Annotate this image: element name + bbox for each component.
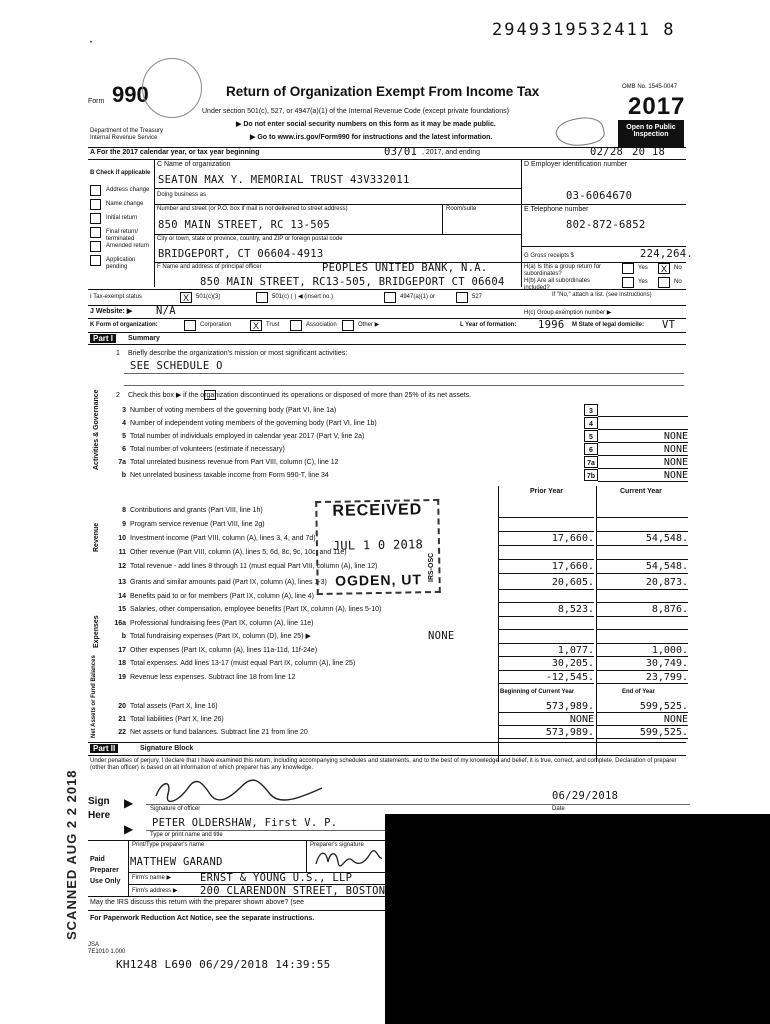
expense-prior-value <box>498 630 594 644</box>
tax-year-end: 02/28 <box>590 146 624 158</box>
revenue-current-value <box>596 504 688 518</box>
governance-box-number: 7b <box>584 469 598 481</box>
irs-discuss-question: May the IRS discuss this return with the preparer shown above? (see <box>90 899 304 906</box>
paid-label: Paid <box>90 856 105 863</box>
paperwork-notice: For Paperwork Reduction Act Notice, see the separate instructions. <box>90 915 315 922</box>
expense-line-number: 13 <box>118 579 126 586</box>
org-street: 850 MAIN STREET, RC 13-505 <box>158 219 331 231</box>
section-b-check-labels <box>106 187 156 271</box>
revenue-current-value: 54,548. <box>596 560 688 574</box>
expense-line-text: Salaries, other compensation, employee benefits (Part IX, column (A), lines 5-10) <box>130 606 382 613</box>
label-501c3: 501(c)(3) <box>196 294 221 300</box>
governance-row <box>112 469 688 482</box>
expense-prior-value: -12,545. <box>498 671 594 685</box>
governance-lines <box>112 404 688 482</box>
form-subtitle-2: ▶ Do not enter social security numbers on this form as it may be made public. <box>236 121 496 128</box>
received-stamp-title: RECEIVED <box>332 501 423 520</box>
check-label-address: Address change <box>106 187 150 193</box>
signature-officer-label: Signature of officer <box>150 806 201 812</box>
use-only-label: Use Only <box>90 878 121 885</box>
expense-row <box>112 617 688 631</box>
revenue-line-number: 12 <box>118 563 126 570</box>
governance-value: NONE <box>598 469 688 482</box>
expense-current-value <box>596 630 688 644</box>
expense-current-value: 30,749. <box>596 657 688 671</box>
dba-label: Doing business as <box>157 192 207 198</box>
governance-line-text: Total number of volunteers (estimate if necessary) <box>130 446 285 453</box>
expense-line-number: 18 <box>118 660 126 667</box>
h-b-no-label: No <box>674 279 682 285</box>
net-assets-line-text: Total liabilities (Part X, line 26) <box>130 716 224 723</box>
expense-current-value <box>596 617 688 631</box>
net-assets-line-number: 20 <box>118 703 126 710</box>
expense-line-number: 14 <box>118 592 126 600</box>
governance-row <box>112 404 688 417</box>
principal-officer-address: 850 MAIN STREET, RC13-505, BRIDGEPORT CT 06604 <box>200 276 505 288</box>
net-assets-line-text: Net assets or fund balances. Subtract line 21 from line 20 <box>130 729 308 736</box>
form-number: 990 <box>112 82 149 107</box>
h-a-label: H(a) Is this a group return for subordinates? <box>524 264 602 277</box>
h-a-yes-checkbox[interactable] <box>622 263 634 274</box>
officer-name-label: Type or print name and title <box>150 832 223 838</box>
open-public-label: Open to Public <box>626 124 676 131</box>
expense-prior-value: 30,205. <box>498 657 594 671</box>
expense-row <box>112 671 688 685</box>
expense-prior-value: 20,605. <box>498 576 594 590</box>
preparer-name: MATTHEW GARAND <box>130 856 223 868</box>
governance-value <box>598 404 688 417</box>
label-corporation: Corporation <box>200 322 232 328</box>
sign-label: Sign <box>88 796 110 807</box>
revenue-line-text: Contributions and grants (Part VIII, line 1h) <box>130 507 263 514</box>
checkbox-trust[interactable]: X <box>250 320 262 331</box>
revenue-current-value: 54,548. <box>596 532 688 546</box>
here-label: Here <box>88 810 111 821</box>
governance-box-number: 3 <box>584 404 598 416</box>
year-formation-value: 1996 <box>538 319 565 331</box>
net-assets-prior-value: 573,989. <box>498 700 594 713</box>
section-b-checkboxes <box>90 185 102 267</box>
checkbox-final-return[interactable] <box>90 227 101 238</box>
irs-label: Internal Revenue Service <box>90 135 158 141</box>
revenue-line-number: 9 <box>122 521 126 528</box>
governance-value: NONE <box>598 430 688 443</box>
label-association: Association <box>306 322 337 328</box>
revenue-prior-value: 17,660. <box>498 560 594 574</box>
expense-line-text: Other expenses (Part IX, column (A), lines 11a-11d, 11f-24e) <box>130 646 318 654</box>
checkbox-501c[interactable] <box>256 292 268 303</box>
expense-current-value: 1,000. <box>596 644 688 658</box>
revenue-line-text: Total revenue - add lines 8 through 11 (must equal Part VIII, column (A), line 12) <box>130 563 378 570</box>
governance-line-number: 3 <box>122 407 126 414</box>
expense-prior-value: 8,523. <box>498 603 594 617</box>
side-label-revenue: Revenue <box>93 522 100 552</box>
h-c-label: H(c) Group exemption number ▶ <box>524 310 612 316</box>
expense-prior-value <box>498 617 594 631</box>
label-trust: Trust <box>266 322 280 328</box>
side-label-expenses: Expenses <box>93 615 100 648</box>
principal-officer-name: PEOPLES UNITED BANK, N.A. <box>322 262 488 274</box>
print-arrow-icon: ▶ <box>124 822 134 836</box>
expense-line-number: 15 <box>118 606 126 613</box>
gross-receipts-label: G Gross receipts $ <box>524 253 575 259</box>
line1-number: 1 <box>116 350 120 357</box>
expense-row <box>112 644 688 658</box>
officer-name-title: PETER OLDERSHAW, First V. P. <box>152 817 338 829</box>
open-public-box <box>618 120 684 147</box>
label-527: 527 <box>472 294 483 300</box>
governance-box-number: 5 <box>584 430 598 442</box>
form-subtitle-1: Under section 501(c), 527, or 4947(a)(1) of the Internal Revenue Code (except private foundations) <box>202 108 510 115</box>
firm-address: 200 CLARENDON STREET, BOSTON <box>200 885 386 897</box>
expense-line-number: 16a <box>114 619 126 627</box>
checkbox-501c3[interactable]: X <box>180 292 192 303</box>
check-label-name: Name change <box>106 201 144 207</box>
expense-line-text: Total fundraising expenses (Part IX, column (D), line 25) ▶ <box>130 633 311 640</box>
revenue-line-number: 11 <box>118 549 126 556</box>
inspection-label: Inspection <box>633 131 669 138</box>
expense-prior-value <box>498 590 594 604</box>
governance-line-number: b <box>121 472 126 479</box>
checkbox-application-pending[interactable] <box>90 255 101 266</box>
net-assets-line-number: 21 <box>118 716 126 723</box>
governance-line-number: 4 <box>122 420 126 427</box>
h-b-yes-label: Yes <box>638 279 648 285</box>
received-stamp-city: OGDEN, UT <box>335 571 423 589</box>
row-a-label: A For the 2017 calendar year, or tax year beginning <box>90 149 260 156</box>
checkbox-address-change[interactable] <box>90 185 101 196</box>
omb-number: OMB No. 1545-0047 <box>622 84 678 90</box>
jsa-label: JSA <box>88 942 100 948</box>
phone-value: 802-872-6852 <box>566 219 646 231</box>
street-label: Number and street (or P.O. box if mail is not delivered to street address) <box>157 206 348 212</box>
officer-signature <box>150 776 330 804</box>
checkbox-name-change[interactable] <box>90 199 101 210</box>
checkbox-discontinued[interactable] <box>204 390 216 400</box>
h-b-no-checkbox[interactable] <box>658 277 670 288</box>
mission-text: SEE SCHEDULE O <box>130 360 223 372</box>
side-label-net-assets: Net Assets or Fund Balances <box>91 655 97 738</box>
governance-line-text: Total unrelated business revenue from Part VIII, column (C), line 12 <box>130 459 339 466</box>
line2-number: 2 <box>116 392 120 399</box>
expense-row <box>112 603 688 617</box>
governance-line-number: 5 <box>122 433 126 440</box>
preparer-name-label: Print/Type preparer's name <box>132 842 205 848</box>
revenue-prior-value <box>498 546 594 560</box>
expense-line-text: Total expenses. Add lines 13-17 (must equal Part IX, column (A), line 25) <box>130 660 356 667</box>
signature-date: 06/29/2018 <box>552 790 619 802</box>
scanned-stamp: SCANNED AUG 2 2 2018 <box>64 769 79 940</box>
expense-line-number: 17 <box>118 646 126 654</box>
begin-year-header: Beginning of Current Year <box>500 689 575 695</box>
net-assets-line-text: Total assets (Part X, line 16) <box>130 703 218 710</box>
part2-tag: Part II <box>90 744 118 753</box>
expense-row <box>112 657 688 671</box>
revenue-line-text: Other revenue (Part VIII, column (A), lines 5, 6d, 8c, 9c, 10c, and 11e) <box>130 549 347 556</box>
revenue-prior-value <box>498 504 594 518</box>
revenue-prior-value: 17,660. <box>498 532 594 546</box>
city-label: City or town, state or province, country, and ZIP or foreign postal code <box>157 236 343 242</box>
tax-year-end-year: 20 18 <box>632 146 666 158</box>
form-subtitle-3: ▶ Go to www.irs.gov/Form990 for instructions and the latest information. <box>250 134 493 141</box>
line16b-value: NONE <box>428 630 455 642</box>
h-a-no-label: No <box>674 265 682 271</box>
governance-line-text: Number of independent voting members of the governing body (Part VI, line 1b) <box>130 420 377 427</box>
checkbox-other[interactable] <box>342 320 354 331</box>
penalty-statement: Under penalties of perjury, I declare that I have examined this return, including accompanying schedules and statements, and to the best of my knowledge and belief, it is true, correct, and complete. Declaration of preparer (other than officer) is based on all information of which preparer has any knowledge. <box>90 758 677 771</box>
expense-row <box>112 630 688 644</box>
net-assets-row <box>112 713 688 726</box>
revenue-current-value <box>596 518 688 532</box>
governance-row <box>112 430 688 443</box>
h-b-label: H(b) Are all subordinates included? <box>524 278 591 291</box>
expense-line-text: Grants and similar amounts paid (Part IX, column (A), lines 1-3) <box>130 579 327 586</box>
batch-timestamp: KH1248 L690 06/29/2018 14:39:55 <box>116 958 331 971</box>
document-locator-number: 2949319532411 8 <box>492 20 676 40</box>
principal-officer-label: F Name and address of principal officer <box>157 264 262 270</box>
net-assets-current-value: 599,525. <box>596 700 688 713</box>
net-assets-prior-value: NONE <box>498 713 594 726</box>
received-stamp-date: JUL 1 0 2018 <box>332 537 424 553</box>
preparer-label: Preparer <box>90 867 119 874</box>
h-a-yes-label: Yes <box>638 265 648 271</box>
preparer-signature <box>312 846 384 870</box>
net-assets-prior-value: 573,989. <box>498 726 594 739</box>
section-b-label: B Check if applicable <box>90 170 151 176</box>
tax-year-begin: 03/01 <box>384 146 418 158</box>
governance-value: NONE <box>598 456 688 469</box>
year-formation-label: L Year of formation: <box>460 322 517 328</box>
revenue-line-text: Investment income (Part VIII, column (A), lines 3, 4, and 7d) <box>130 535 316 542</box>
h-b-yes-checkbox[interactable] <box>622 277 634 288</box>
checkbox-4947[interactable] <box>384 292 396 303</box>
part1-tag: Part I <box>90 334 116 343</box>
room-label: Room/suite <box>446 206 477 212</box>
sign-arrow-icon: ▶ <box>124 796 134 810</box>
checkbox-association[interactable] <box>290 320 302 331</box>
label-4947: 4947(a)(1) or <box>400 294 436 300</box>
net-asset-lines <box>112 700 688 739</box>
net-assets-current-value: NONE <box>596 713 688 726</box>
form-of-org-label: K Form of organization: <box>90 322 158 328</box>
revenue-line-text: Program service revenue (Part VIII, line 2g) <box>130 521 265 528</box>
expense-line-text: Professional fundraising fees (Part IX, column (A), line 11e) <box>130 619 314 627</box>
net-assets-current-value: 599,525. <box>596 726 688 739</box>
check-label-final: Final return/ terminated <box>106 229 139 242</box>
governance-row <box>112 456 688 469</box>
received-stamp <box>315 499 441 595</box>
net-assets-row <box>112 726 688 739</box>
expense-line-text: Revenue less expenses. Subtract line 18 from line 12 <box>130 673 296 681</box>
phone-label: E Telephone number <box>524 206 589 213</box>
line2-label: Check this box ▶ if the organization discontinued its operations or disposed of more than 25% of its net assets. <box>128 392 472 399</box>
governance-line-number: 7a <box>118 459 126 466</box>
redaction-block <box>385 814 770 1024</box>
governance-line-text: Net unrelated business taxable income from Form 990-T, line 34 <box>130 472 329 479</box>
website-value: N/A <box>156 305 176 317</box>
received-stamp-side: IRS-OSC <box>428 552 435 582</box>
expense-current-value <box>596 590 688 604</box>
net-assets-row <box>112 700 688 713</box>
tax-exempt-label: I Tax-exempt status <box>90 294 142 300</box>
scan-mark: • <box>90 40 93 46</box>
revenue-line-number: 8 <box>122 507 126 514</box>
check-label-pending: Application pending <box>106 257 136 270</box>
governance-line-text: Number of voting members of the governing body (Part VI, line 1a) <box>130 407 337 414</box>
part1-title: Summary <box>128 335 160 342</box>
org-name: SEATON MAX Y. MEMORIAL TRUST 43V332011 <box>158 174 410 186</box>
checkbox-initial-return[interactable] <box>90 213 101 224</box>
expense-line-number: 19 <box>118 673 126 681</box>
revenue-line-number: 10 <box>118 535 126 542</box>
tax-year-and-ending: , 2017, and ending <box>422 149 480 156</box>
revenue-current-value <box>596 546 688 560</box>
expense-current-value: 8,876. <box>596 603 688 617</box>
gross-receipts-value: 224,264. <box>640 248 693 260</box>
firm-address-label: Firm's address ▶ <box>132 888 178 894</box>
ein-value: 03-6064670 <box>566 190 633 202</box>
form-title: Return of Organization Exempt From Income Tax <box>226 84 540 99</box>
line1-label: Briefly describe the organization's mission or most significant activities: <box>128 350 348 357</box>
check-label-initial: Initial return <box>106 215 138 221</box>
preparer-signature-label: Preparer's signature <box>310 842 364 848</box>
tax-year: 2017 <box>628 93 686 120</box>
governance-value: NONE <box>598 443 688 456</box>
governance-box-number: 6 <box>584 443 598 455</box>
current-year-header: Current Year <box>620 488 662 495</box>
form-code: 7E1010 1.000 <box>88 949 126 955</box>
part2-title: Signature Block <box>140 745 194 752</box>
label-other: Other ▶ <box>358 322 380 328</box>
circle-mark <box>142 58 202 118</box>
checkbox-amended-return[interactable] <box>90 241 101 252</box>
label-501c: 501(c) ( ) ◀ (insert no.) <box>272 294 333 300</box>
state-domicile-value: VT <box>662 319 676 331</box>
expense-current-value: 23,799. <box>596 671 688 685</box>
side-label-governance: Activities & Governance <box>93 389 100 470</box>
governance-box-number: 7a <box>584 456 598 468</box>
end-year-header: End of Year <box>622 689 655 695</box>
governance-line-number: 6 <box>122 446 126 453</box>
form-prefix: Form <box>88 98 105 105</box>
checkbox-corporation[interactable] <box>184 320 196 331</box>
expense-prior-value: 1,077. <box>498 644 594 658</box>
dept-treasury: Department of the Treasury <box>90 128 164 134</box>
website-label: J Website: ▶ <box>90 308 133 315</box>
revenue-prior-value <box>498 518 594 532</box>
net-assets-line-number: 22 <box>118 729 126 736</box>
expense-current-value: 20,873. <box>596 576 688 590</box>
h-b-note: If "No," attach a list. (see instructions) <box>552 292 652 298</box>
firm-name-label: Firm's name ▶ <box>132 875 172 881</box>
ein-label: D Employer identification number <box>524 161 628 168</box>
check-label-amended: Amended return <box>106 243 150 249</box>
governance-row <box>112 417 688 430</box>
prior-year-header: Prior Year <box>530 488 563 495</box>
h-a-no-checkbox[interactable]: X <box>658 263 670 274</box>
checkbox-527[interactable] <box>456 292 468 303</box>
governance-row <box>112 443 688 456</box>
org-city: BRIDGEPORT, CT 06604-4913 <box>158 248 324 260</box>
firm-name: ERNST & YOUNG U.S., LLP <box>200 872 353 884</box>
expense-line-number: b <box>121 633 126 640</box>
governance-value <box>598 417 688 430</box>
state-domicile-label: M State of legal domicile: <box>572 322 645 328</box>
governance-box-number: 4 <box>584 417 598 429</box>
expense-line-text: Benefits paid to or for members (Part IX, column (A), line 4) <box>130 592 315 600</box>
date-label: Date <box>552 806 565 812</box>
governance-line-text: Total number of individuals employed in calendar year 2017 (Part V, line 2a) <box>130 433 365 440</box>
org-name-label: C Name of organization <box>157 161 231 168</box>
